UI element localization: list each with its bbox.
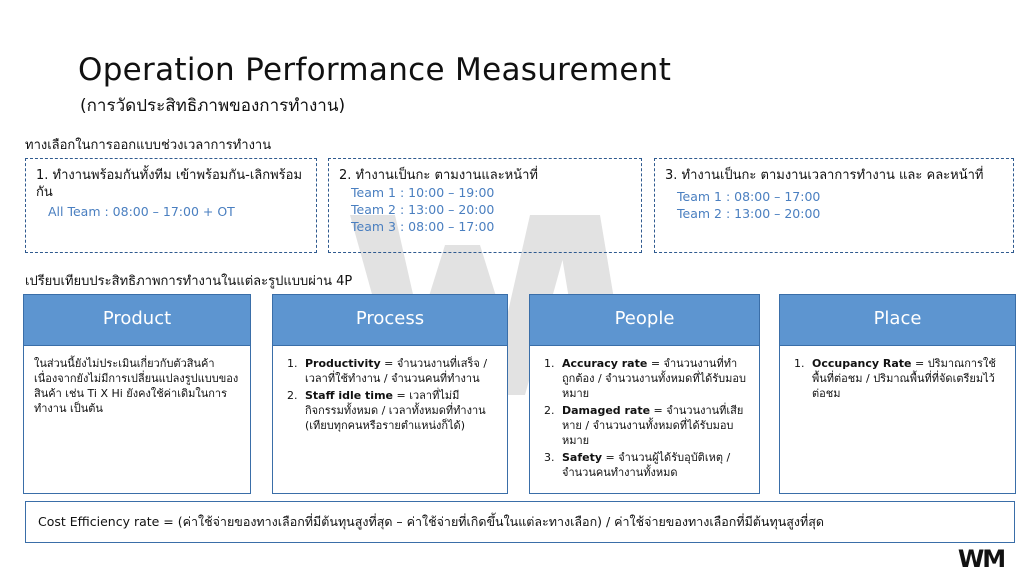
metric-term: Accuracy rate [562,357,648,370]
list-item [558,403,749,448]
option-2-detail: Team 2 : 13:00 – 20:00 [351,202,495,217]
option-2-detail: Team 3 : 08:00 – 17:00 [351,219,495,234]
metric-definition: = จำนวนงานที่เสียหาย / จำนวนงานทั้งหมดที่ได้รับมอบหมาย [562,404,744,447]
process-header: Process [273,295,507,346]
list-item [808,356,1005,401]
cost-efficiency-formula: Cost Efficiency rate = (ค่าใช้จ่ายของทางเลือกที่มีต้นทุนสูงที่สุด – ค่าใช้จ่ายที่เกิดขึ้นในแต่ละทางเลือก) / ค่าใช้จ่ายของทางเลือกที่มีต้นทุนสูงที่สุด [25,501,1015,543]
page-title: Operation Performance Measurement [78,52,672,88]
list-item [301,388,497,433]
option-1-title: 1. ทำงานพร้อมกันทั้งทีม เข้าพร้อมกัน-เลิกพร้อมกัน [36,168,303,200]
product-card [23,294,251,494]
option-3-title: 3. ทำงานเป็นกะ ตามงานเวลาการทำงาน และ คละหน้าที่ [665,168,984,183]
metric-definition: = จำนวนงานที่เสร็จ / เวลาที่ใช้ทำงาน / จำนวนคนที่ทำงาน [305,357,488,385]
place-metric-list [790,356,1005,401]
people-metric-list [540,356,749,480]
metric-term: Safety [562,451,603,464]
place-card [779,294,1016,494]
option-1-detail: All Team : 08:00 – 17:00 + OT [48,204,235,219]
option-3-detail: Team 1 : 08:00 – 17:00 [677,189,821,204]
option-2-detail: Team 1 : 10:00 – 19:00 [351,185,495,200]
product-text: ในส่วนนี้ยังไม่ประเมินเกี่ยวกับตัวสินค้า เนื่องจากยังไม่มีการเปลี่ยนแปลงรูปแบบของสินค้า เช่น Ti X Hi ยังคงใช้ค่าเดิมในการทำงาน เป็นต้น [34,357,239,415]
compare-heading: เปรียบเทียบประสิทธิภาพการทำงานในแต่ละรูปแบบผ่าน 4P [25,274,353,289]
page-subtitle: (การวัดประสิทธิภาพของการทำงาน) [80,96,346,116]
option-card-3 [654,158,1014,253]
metric-term: Productivity [305,357,381,370]
metric-definition: = จำนวนผู้ได้รับอุบัติเหตุ / จำนวนคนทำงานทั้งหมด [562,451,731,479]
metric-definition: = จำนวนงานที่ทำถูกต้อง / จำนวนงานทั้งหมดที่ได้รับมอบหมาย [562,357,746,400]
option-card-2 [328,158,642,253]
people-card [529,294,760,494]
logo-text: WM [957,545,1005,571]
list-item [558,356,749,401]
people-header: People [530,295,759,346]
option-2-title: 2. ทำงานเป็นกะ ตามงานและหน้าที่ [339,168,539,183]
place-header: Place [780,295,1015,346]
options-heading: ทางเลือกในการออกแบบช่วงเวลาการทำงาน [25,138,272,153]
process-metric-list [283,356,497,433]
metric-term: Occupancy Rate [812,357,912,370]
option-3-detail: Team 2 : 13:00 – 20:00 [677,206,821,221]
metric-definition: = เวลาที่ไม่มีกิจกรรมทั้งหมด / เวลาทั้งหมดที่ทำงาน (เทียบทุกคนหรือรายตำแหน่งก็ได้) [305,389,486,432]
metric-term: Staff idle time [305,389,393,402]
metric-term: Damaged rate [562,404,651,417]
product-header: Product [24,295,250,346]
brand-logo [948,543,1014,571]
list-item [558,450,749,480]
metric-definition: = ปริมาณการใช้พื้นที่ต่อชม / ปริมาณพื้นที่ที่จัดเตรียมไว้ต่อชม [812,357,996,400]
process-card [272,294,508,494]
option-card-1 [25,158,317,253]
list-item [301,356,497,386]
